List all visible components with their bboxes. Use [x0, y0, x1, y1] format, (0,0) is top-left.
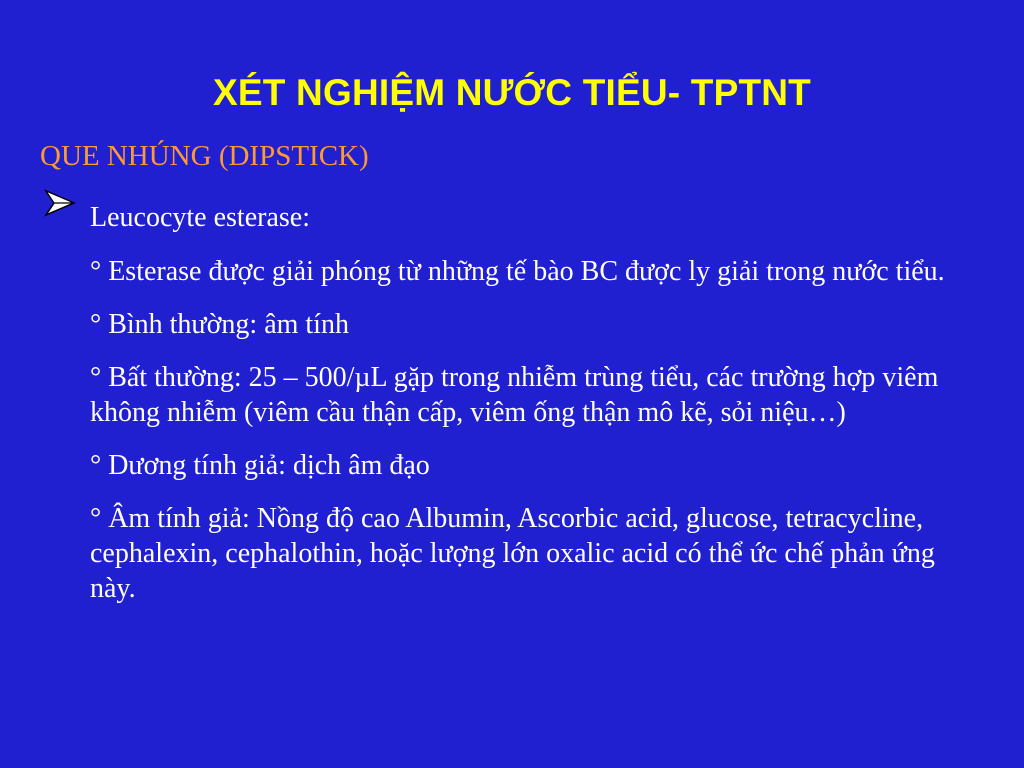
- arrow-bullet-icon: [42, 188, 78, 218]
- paragraph-item: ° Bất thường: 25 – 500/µL gặp trong nhiễm trùng tiểu, các trường hợp viêm không nhiễm (viêm cầu thận cấp, viêm ống thận mô kẽ, sỏi niệu…): [90, 362, 939, 428]
- slide-title: XÉT NGHIỆM NƯỚC TIỂU- TPTNT: [213, 72, 811, 113]
- paragraph-item: ° Bình thường: âm tính: [90, 309, 349, 340]
- paragraph-item: ° Dương tính giả: dịch âm đạo: [90, 450, 430, 481]
- paragraph-item: ° Âm tính giả: Nồng độ cao Albumin, Ascorbic acid, glucose, tetracycline, cephalexin, cephalothin, hoặc lượng lớn oxalic acid có thể ức chế phản ứng này.: [90, 503, 935, 604]
- paragraph-heading: Leucocyte esterase:: [90, 202, 310, 233]
- slide-body: [90, 200, 950, 624]
- slide-subtitle: QUE NHÚNG (DIPSTICK): [40, 140, 369, 172]
- paragraph-item: ° Esterase được giải phóng từ những tế bào BC được ly giải trong nước tiểu.: [90, 256, 945, 287]
